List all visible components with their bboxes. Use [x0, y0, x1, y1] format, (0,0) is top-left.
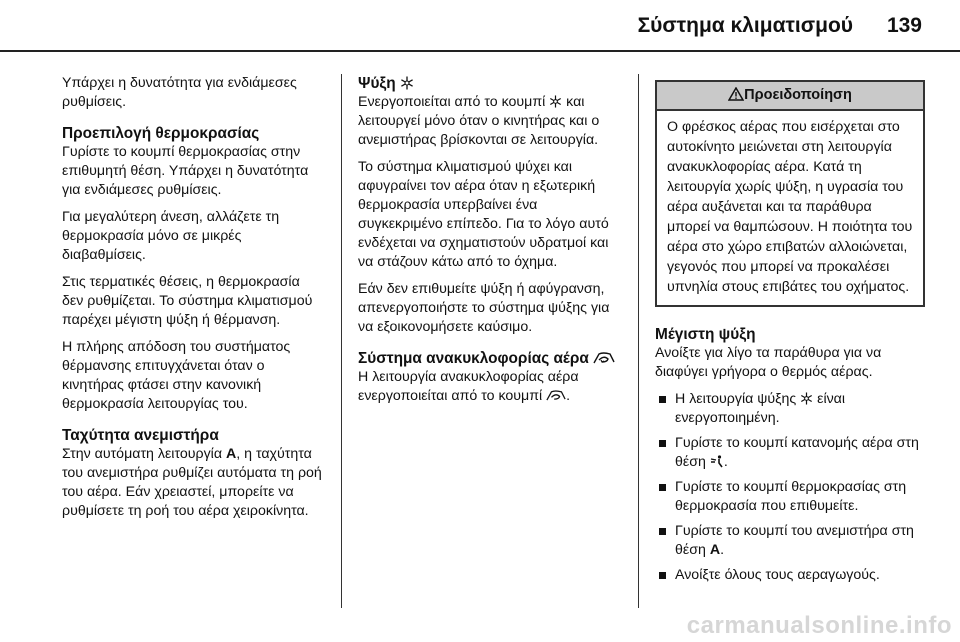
warning-box — [655, 80, 925, 307]
snowflake-icon — [549, 95, 562, 108]
column-divider-1 — [341, 74, 342, 608]
heading-temperature-preset: Προεπιλογή θερμοκρασίας — [62, 125, 260, 142]
text: Η λειτουργία ανακυκλοφορίας αέρα ενεργοποιείται από το κουμπί — [358, 369, 579, 404]
paragraph — [358, 368, 626, 406]
air-distribution-upper-icon — [710, 455, 724, 468]
header-title: Σύστημα κλιματισμού — [637, 14, 853, 37]
text: Γυρίστε το κουμπί του ανεμιστήρα στη θέση — [675, 523, 914, 558]
auto-symbol: A — [709, 542, 721, 558]
column-2 — [358, 74, 626, 414]
paragraph: Στις τερματικές θέσεις, η θερμοκρασία δεν ρυθμίζεται. Το σύστημα κλιματισμού παρέχει μέγιστη ψύξη ή θέρμανση. — [62, 274, 313, 328]
column-divider-2 — [638, 74, 639, 608]
auto-symbol: A — [225, 446, 237, 462]
list-item: Ανοίξτε όλους τους αεραγωγούς. — [655, 566, 925, 585]
warning-icon — [728, 87, 744, 101]
text: είναι ενεργοποιημένη. — [675, 391, 846, 426]
snowflake-icon — [800, 392, 813, 405]
heading-text: Σύστημα ανακυκλοφορίας αέρα — [358, 350, 589, 367]
page-number: 139 — [886, 14, 922, 37]
heading-text: Ψύξη — [358, 75, 396, 92]
snowflake-icon — [400, 76, 414, 90]
warning-text: Ο φρέσκος αέρας που εισέρχεται στο αυτοκίνητο μειώνεται στη λειτουργία ανακυκλοφορίας αέρα. Κατά τη λειτουργία χωρίς ψύξη, η υγρασία του αέρα αυξάνεται και τα παράθυρα μπορεί να θαμπώσουν. Η ποιότητα του αέρα στο χώρο επιβατών αλλοιώνεται, γεγονός που μπορεί να προκαλέσει υπνηλία στους επιβάτες του οχήματος. — [667, 119, 913, 295]
text: Γυρίστε το κουμπί κατανομής αέρα στη θέση — [675, 435, 919, 470]
text: Στην αυτόματη λειτουργία — [62, 446, 226, 462]
column-1 — [62, 74, 324, 529]
header-divider — [0, 50, 960, 52]
heading-recirculation — [358, 349, 626, 368]
paragraph: Για μεγαλύτερη άνεση, αλλάζετε τη θερμοκρασία μόνο σε μικρές διαβαθμίσεις. — [62, 209, 280, 263]
heading-cooling — [358, 74, 626, 93]
text: . — [720, 542, 725, 558]
paragraph: Γυρίστε το κουμπί θερμοκρασίας στην επιθυμητή θέση. Υπάρχει η δυνατότητα για ενδιάμεσες ρυθμίσεις. — [62, 144, 309, 198]
recirculation-icon — [593, 351, 615, 365]
paragraph: Εάν δεν επιθυμείτε ψύξη ή αφύγρανση, απενεργοποιήστε το σύστημα ψύξης για να εξοικονομήσετε καύσιμο. — [358, 281, 610, 335]
list-item — [655, 434, 925, 472]
heading-fan-speed: Ταχύτητα ανεμιστήρα — [62, 427, 219, 444]
paragraph: Ανοίξτε για λίγο τα παράθυρα για να διαφύγει γρήγορα ο θερμός αέρας. — [655, 345, 882, 380]
warning-header — [657, 82, 923, 111]
list-item: Γυρίστε το κουμπί θερμοκρασίας στη θερμοκρασία που επιθυμείτε. — [655, 478, 925, 516]
text: Ενεργοποιείται από το κουμπί — [358, 94, 550, 110]
paragraph: Υπάρχει η δυνατότητα για ενδιάμεσες ρυθμίσεις. — [62, 75, 297, 110]
text: . — [566, 388, 571, 404]
watermark: carmanualsonline.info — [686, 612, 952, 639]
paragraph — [358, 93, 626, 150]
warning-title: Προειδοποίηση — [744, 87, 852, 103]
paragraph: Η πλήρης απόδοση του συστήματος θέρμανσης επιτυγχάνεται όταν ο κινητήρας φτάσει στην κανονική θερμοκρασία λειτουργίας του. — [62, 339, 291, 412]
heading-max-cooling: Μέγιστη ψύξη — [655, 326, 756, 343]
text: , η ταχύτητα του ανεμιστήρα ρυθμίζει αυτόματα τη ροή του αέρα. Εάν χρειαστεί, μπορείτε να ρυθμίσετε τη ροή του αέρα χειροκίνητα. — [62, 446, 322, 519]
text: Η λειτουργία ψύξης — [675, 391, 801, 407]
list-item — [655, 390, 925, 428]
paragraph: Το σύστημα κλιματισμού ψύχει και αφυγραίνει τον αέρα όταν η εξωτερική θερμοκρασία υπερβαίνει ένα συγκεκριμένο επίπεδο. Για το λόγο αυτό ενδέχεται να σχηματιστούν υδρατμοί και να στάζουν κάτω από το όχημα. — [358, 159, 609, 270]
paragraph — [62, 445, 324, 521]
steps-list — [655, 390, 925, 585]
column-3 — [655, 80, 925, 591]
text: . — [723, 454, 728, 470]
text: και λειτουργεί μόνο όταν ο κινητήρας και ο ανεμιστήρας βρίσκονται σε λειτουργία. — [358, 94, 600, 148]
list-item — [655, 522, 925, 560]
recirculation-icon — [546, 389, 566, 402]
